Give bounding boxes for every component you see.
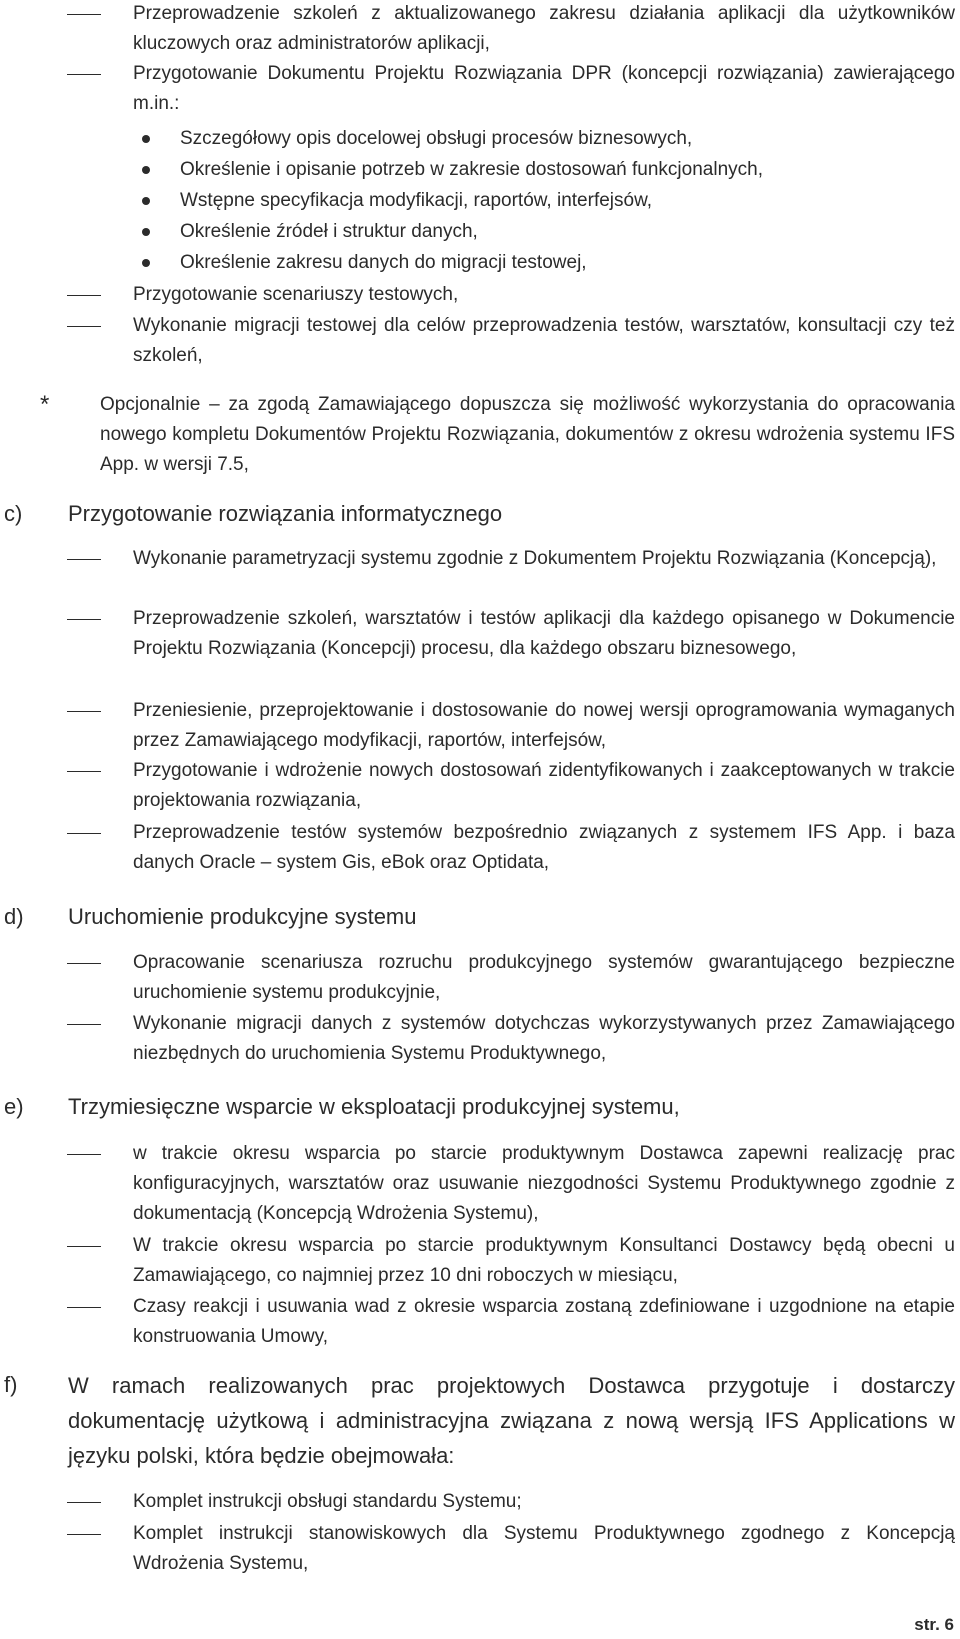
dash-marker <box>67 1024 101 1025</box>
list-item: Określenie i opisanie potrzeb w zakresie dostosowań funkcjonalnych, <box>180 159 763 180</box>
bullet-marker <box>142 228 150 236</box>
list-item: Czasy reakcji i usuwania wad z okresie wsparcia zostaną zdefiniowane i uzgodnione na etapie konstruowania Umowy, <box>133 1296 955 1347</box>
dash-marker <box>67 1534 101 1535</box>
list-item: Przeniesienie, przeprojektowanie i dostosowanie do nowej wersji oprogramowania wymaganych przez Zamawiającego modyfikacji, raportów, interfejsów, <box>133 700 955 751</box>
dash-marker <box>67 1154 101 1155</box>
bullet-marker <box>142 197 150 205</box>
dash-marker <box>67 771 101 772</box>
section-paragraph: W ramach realizowanych prac projektowych Dostawca przygotuje i dostarczy dokumentację użytkową i administracyjna związana z nową wersją IFS Applications w języku polski, która będzie obejmowała: <box>68 1373 955 1468</box>
list-item: Przygotowanie i wdrożenie nowych dostosowań zidentyfikowanych i zaakceptowanych w trakcie projektowania rozwiązania, <box>133 760 955 811</box>
dash-marker <box>67 295 101 296</box>
list-item: Wykonanie migracji danych z systemów dotychczas wykorzystywanych przez Zamawiającego niezbędnych do uruchomienia Systemu Produktywnego, <box>133 1013 955 1064</box>
list-item: Wykonanie migracji testowej dla celów przeprowadzenia testów, warsztatów, konsultacji czy też szkoleń, <box>133 315 955 366</box>
section-letter: e) <box>4 1094 24 1119</box>
list-item: Określenie źródeł i struktur danych, <box>180 221 478 242</box>
list-item: Komplet instrukcji obsługi standardu Systemu; <box>133 1491 522 1512</box>
list-item: Szczegółowy opis docelowej obsługi procesów biznesowych, <box>180 128 693 149</box>
bullet-marker <box>142 135 150 143</box>
optional-note: Opcjonalnie – za zgodą Zamawiającego dopuszcza się możliwość wykorzystania do opracowania nowego kompletu Dokumentów Projektu Rozwiązania, dokumentów z okresu wdrożenia systemu IFS App. w wersji 7.5, <box>100 394 955 475</box>
asterisk-marker: * <box>40 391 50 418</box>
dash-marker <box>67 833 101 834</box>
bullet-marker <box>142 166 150 174</box>
dash-marker <box>67 619 101 620</box>
dash-marker <box>67 74 101 75</box>
dash-marker <box>67 1246 101 1247</box>
dash-marker <box>67 14 101 15</box>
dash-marker <box>67 963 101 964</box>
list-item: Przygotowanie Dokumentu Projektu Rozwiązania DPR (koncepcji rozwiązania) zawierającego m.in.: <box>133 63 955 114</box>
list-item: Przeprowadzenie szkoleń z aktualizowanego zakresu działania aplikacji dla użytkowników kluczowych oraz administratorów aplikacji, <box>133 3 955 54</box>
list-item: W trakcie okresu wsparcia po starcie produktywnym Konsultanci Dostawcy będą obecni u Zamawiającego, co najmniej przez 10 dni roboczych w miesiącu, <box>133 1235 955 1286</box>
bullet-marker <box>142 259 150 267</box>
section-heading: Uruchomienie produkcyjne systemu <box>68 904 417 929</box>
list-item: w trakcie okresu wsparcia po starcie produktywnym Dostawca zapewni realizację prac konfiguracyjnych, warsztatów oraz usuwanie niezgodności Systemu Produktywnego zgodnie z dokumentacją (Koncepcją Wdrożenia Systemu), <box>133 1143 955 1224</box>
list-item: Przeprowadzenie testów systemów bezpośrednio związanych z systemem IFS App. i baza danych Oracle – system Gis, eBok oraz Optidata, <box>133 822 955 873</box>
section-letter: d) <box>4 904 24 929</box>
page-number: str. 6 <box>914 1615 954 1634</box>
section-letter: f) <box>4 1372 18 1397</box>
list-item: Wykonanie parametryzacji systemu zgodnie z Dokumentem Projektu Rozwiązania (Koncepcją), <box>133 548 937 569</box>
section-letter: c) <box>4 501 23 526</box>
list-item: Wstępne specyfikacja modyfikacji, raportów, interfejsów, <box>180 190 653 211</box>
list-item: Określenie zakresu danych do migracji testowej, <box>180 252 587 273</box>
list-item: Przygotowanie scenariuszy testowych, <box>133 284 459 305</box>
dash-marker <box>67 711 101 712</box>
list-item: Opracowanie scenariusza rozruchu produkcyjnego systemów gwarantującego bezpieczne uruchomienie systemu produkcyjnie, <box>133 952 955 1003</box>
list-item: Przeprowadzenie szkoleń, warsztatów i testów aplikacji dla każdego opisanego w Dokumencie Projektu Rozwiązania (Koncepcji) procesu, dla każdego obszaru biznesowego, <box>133 608 955 659</box>
list-item: Komplet instrukcji stanowiskowych dla Systemu Produktywnego zgodnego z Koncepcją Wdrożenia Systemu, <box>133 1523 955 1574</box>
section-heading: Przygotowanie rozwiązania informatycznego <box>68 501 503 526</box>
dash-marker <box>67 1502 101 1503</box>
dash-marker <box>67 1307 101 1308</box>
dash-marker <box>67 326 101 327</box>
section-heading: Trzymiesięczne wsparcie w eksploatacji produkcyjnej systemu, <box>68 1094 680 1119</box>
dash-marker <box>67 559 101 560</box>
